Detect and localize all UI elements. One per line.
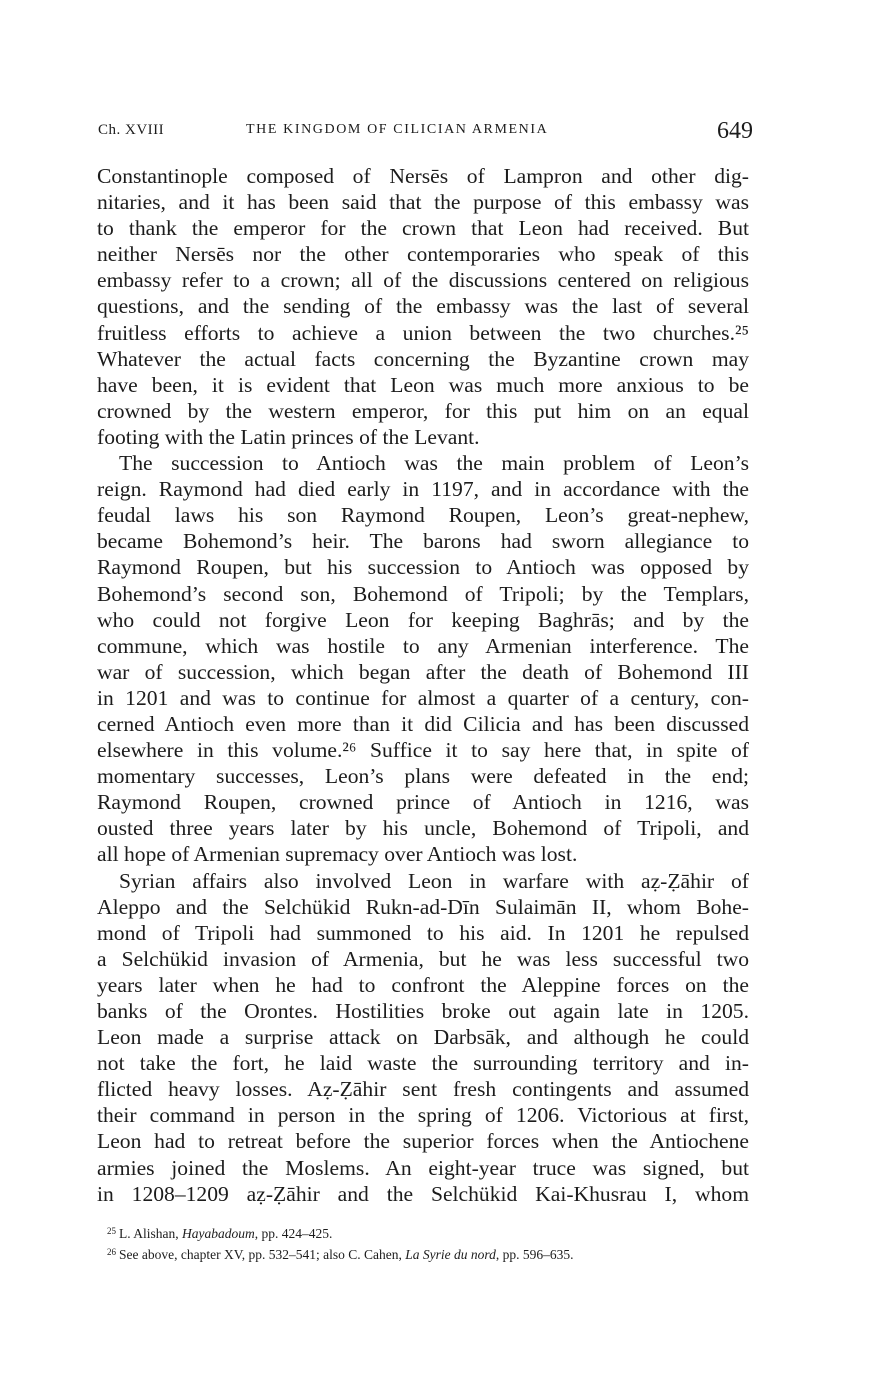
footnote-title: Hayabadoum [182,1226,255,1241]
chapter-label: Ch. XVIII [98,122,165,138]
text-line: a Selchükid invasion of Armenia, but he was less successful two [97,946,749,971]
text-line: their command in person in the spring of 1206. Victorious at first, [97,1103,749,1128]
text-line: cerned Antioch even more than it did Cilicia and has been discussed [97,711,749,736]
text-line: not take the fort, he laid waste the surrounding territory and in- [97,1051,749,1076]
footnote-title: La Syrie du nord [405,1247,496,1262]
footnotes [107,1222,767,1264]
text-line: have been, it is evident that Leon was much more anxious to be [97,372,749,397]
text-line: war of succession, which began after the death of Bohemond III [97,659,749,684]
text-line: feudal laws his son Raymond Roupen, Leon’s great-nephew, [97,503,749,528]
text-line: Leon made a surprise attack on Darbsāk, and although he could [97,1025,749,1050]
text-line: Raymond Roupen, but his succession to Antioch was opposed by [97,555,749,580]
text-line: in 1201 and was to continue for almost a quarter of a century, con- [97,685,749,710]
text-line: elsewhere in this volume.²⁶ Suffice it to say here that, in spite of [97,738,749,763]
text-line: The succession to Antioch was the main problem of Leon’s [119,451,749,476]
text-line: Whatever the actual facts concerning the Byzantine crown may [97,346,749,371]
text-line: banks of the Orontes. Hostilities broke out again late in 1205. [97,999,749,1023]
footnote-text: , pp. 596–635. [495,1247,574,1262]
text-line: Constantinople composed of Nersēs of Lampron and other dig- [97,164,749,188]
text-line: to thank the emperor for the crown that Leon had received. But [97,216,749,241]
text-line: neither Nersēs nor the other contemporaries who speak of this [97,242,749,267]
text-line: in 1208–1209 aẓ-Ẓāhir and the Selchükid Kai-Khusrau I, whom [97,1181,749,1206]
text-line: footing with the Latin princes of the Levant. [97,424,480,449]
footnote-number: 26 [107,1247,116,1257]
text-line: who could not forgive Leon for keeping Baghrās; and by the [97,607,749,632]
body-text [97,163,749,1207]
footnote-text: See above, chapter XV, pp. 532–541; also C. Cahen, [119,1247,406,1262]
text-line: mond of Tripoli had summoned to his aid. In 1201 he repulsed [97,920,749,945]
text-line: Bohemond’s second son, Bohemond of Tripoli; by the Templars, [97,581,749,606]
text-line: became Bohemond’s heir. The barons had sworn allegiance to [97,529,749,554]
text-line: nitaries, and it has been said that the purpose of this embassy was [97,190,749,215]
text-line: armies joined the Moslems. An eight-year truce was signed, but [97,1155,749,1180]
text-line: ousted three years later by his uncle, Bohemond of Tripoli, and [97,816,749,841]
text-line: Raymond Roupen, crowned prince of Antioch in 1216, was [97,790,749,815]
running-title: THE KINGDOM OF CILICIAN ARMENIA [246,122,549,137]
text-line: momentary successes, Leon’s plans were defeated in the end; [97,764,749,789]
text-line: all hope of Armenian supremacy over Antioch was lost. [97,842,578,867]
paragraph [97,450,749,868]
footnote [107,1222,767,1243]
text-line: Syrian affairs also involved Leon in warfare with aẓ-Ẓāhir of [119,868,749,893]
text-line: embassy refer to a crown; all of the discussions centered on religious [97,268,749,293]
paragraph [97,163,749,450]
text-line: reign. Raymond had died early in 1197, and in accordance with the [97,477,749,502]
text-line: commune, which was hostile to any Armenian interference. The [97,633,749,658]
text-line: crowned by the western emperor, for this put him on an equal [97,398,749,423]
footnote [107,1243,767,1264]
text-line: fruitless efforts to achieve a union between the two churches.²⁵ [97,320,749,345]
page-number: 649 [717,118,753,144]
text-line: flicted heavy losses. Aẓ-Ẓāhir sent fresh contingents and assumed [97,1077,749,1102]
text-line: Leon had to retreat before the superior forces when the Antiochene [97,1129,749,1154]
footnote-number: 25 [107,1226,116,1236]
running-header [98,118,753,152]
paragraph [97,868,749,1207]
footnote-text: , pp. 424–425. [254,1226,333,1241]
text-line: questions, and the sending of the embassy was the last of several [97,294,749,319]
text-line: years later when he had to confront the Aleppine forces on the [97,972,749,997]
footnote-text: L. Alishan, [119,1226,182,1241]
text-line: Aleppo and the Selchükid Rukn-ad-Dīn Sulaimān II, whom Bohe- [97,894,749,919]
